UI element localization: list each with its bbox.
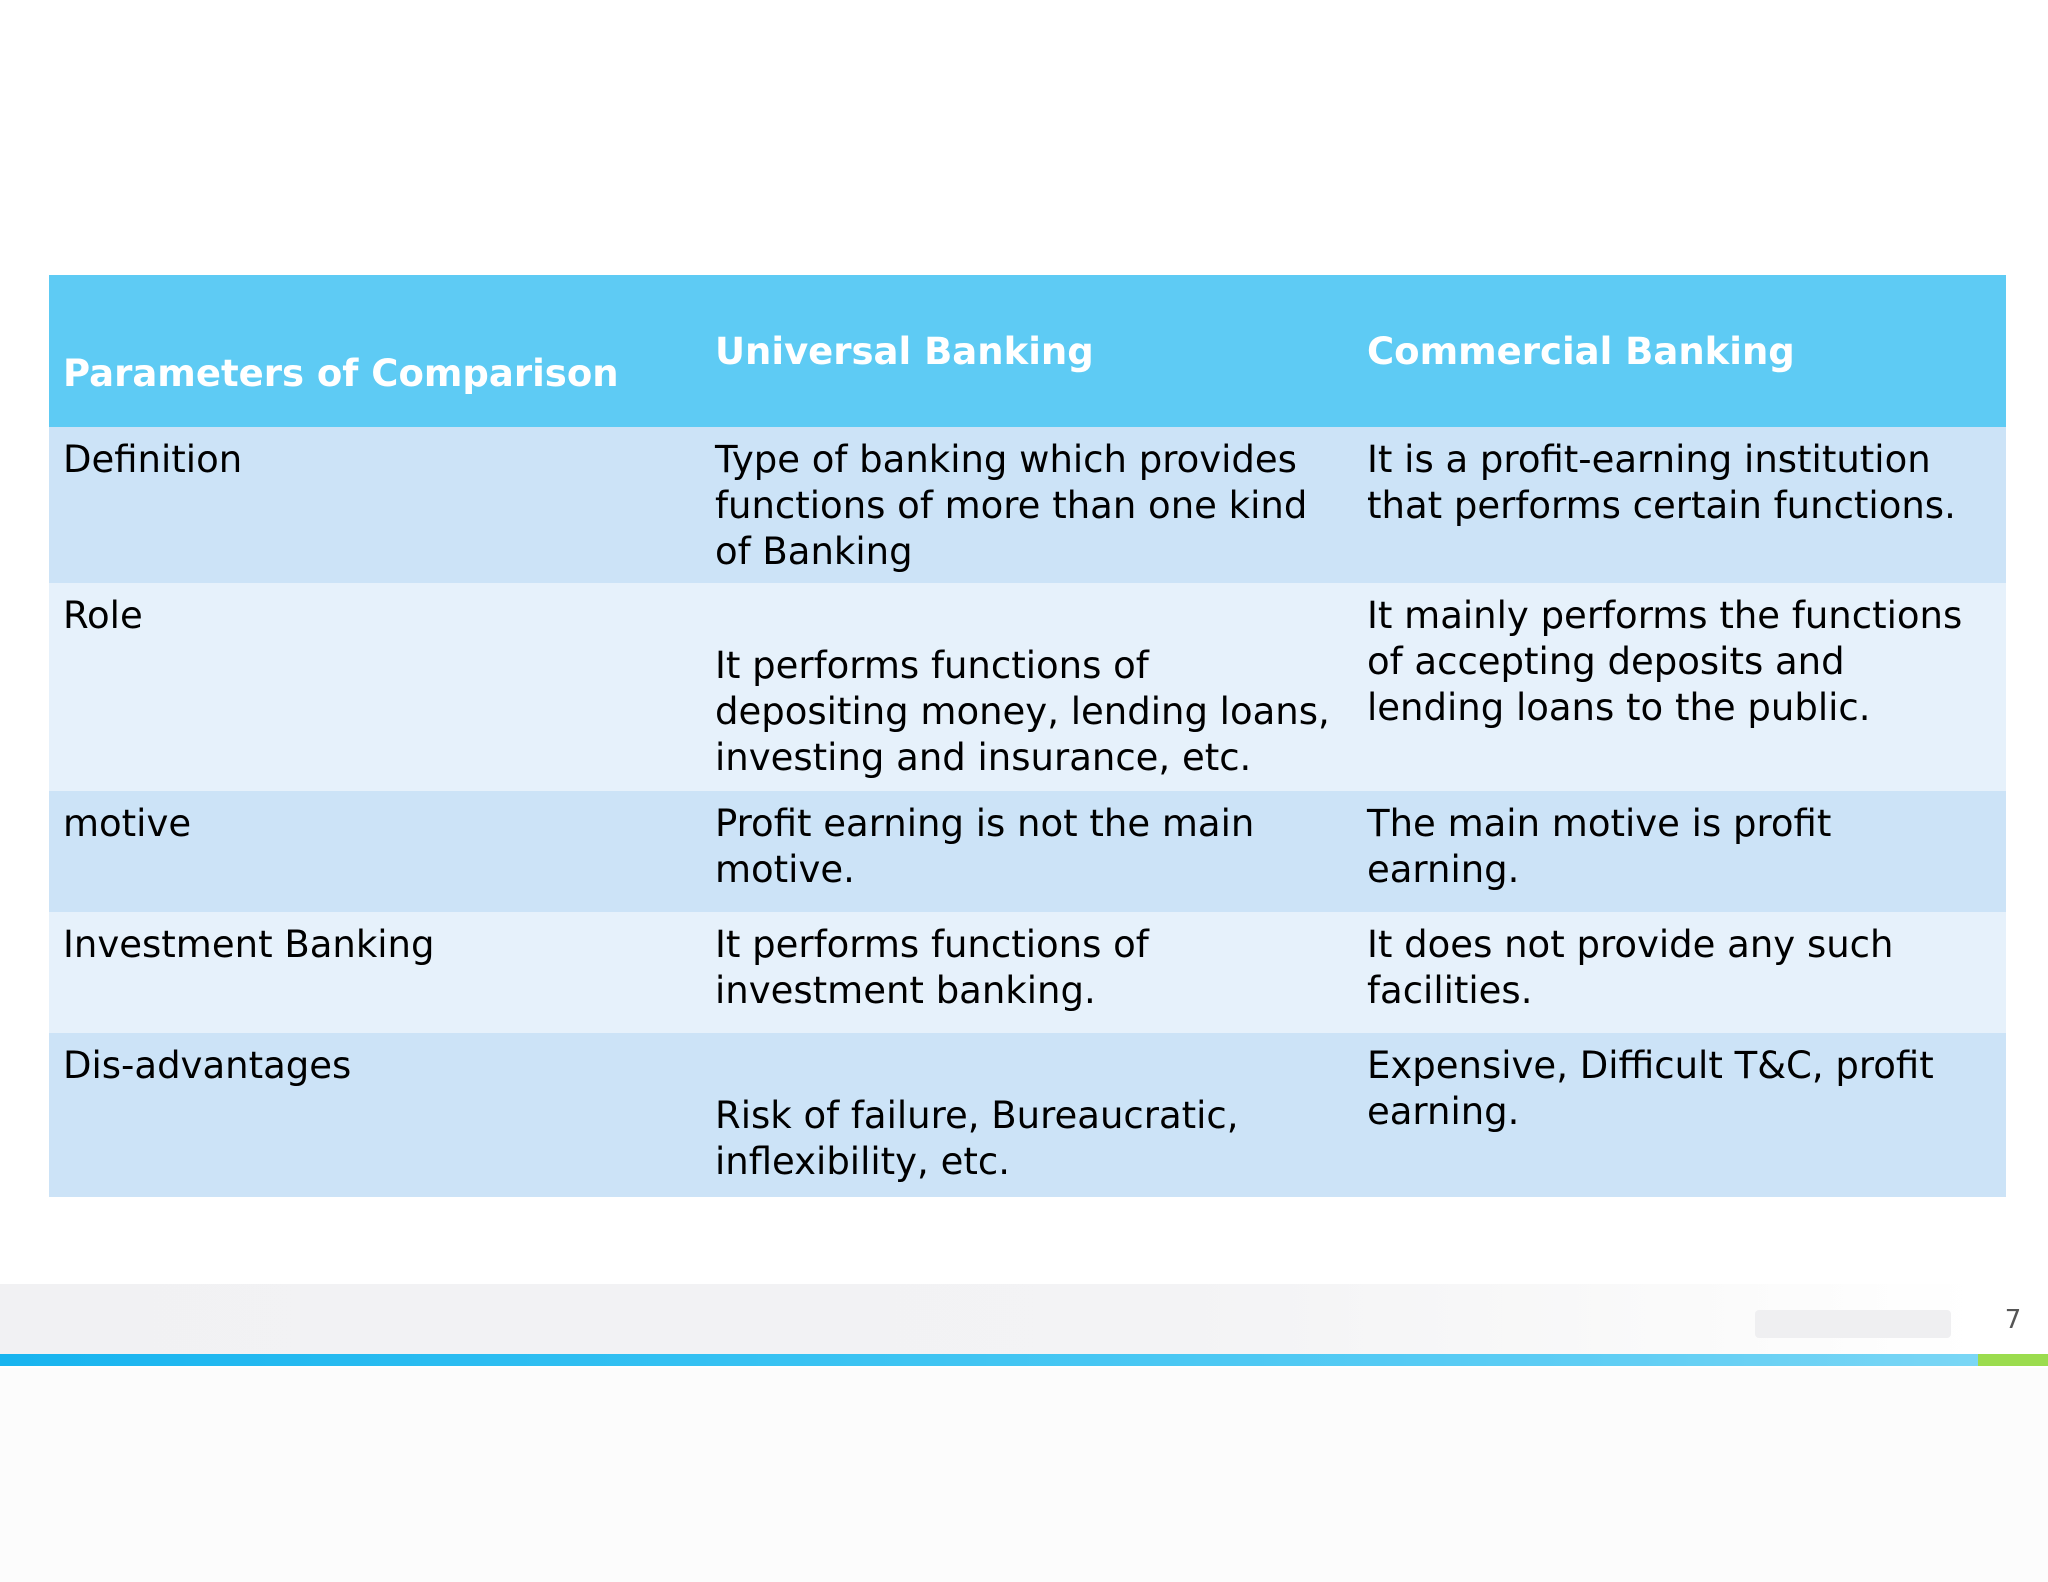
table-row <box>49 1033 2006 1197</box>
universal-cell: Type of banking which provides functions of more than one kind of Banking <box>701 427 1353 583</box>
commercial-cell: Expensive, Difficult T&C, profit earning. <box>1353 1033 2006 1197</box>
row-parameter: Dis-advantages <box>49 1033 701 1197</box>
page-number: 7 <box>2004 1305 2022 1335</box>
universal-cell: Profit earning is not the main motive. <box>701 791 1353 912</box>
header-parameters <box>49 275 701 427</box>
header-universal-label: Universal Banking <box>715 330 1094 373</box>
row-parameter: Investment Banking <box>49 912 701 1033</box>
table-row <box>49 791 2006 912</box>
universal-cell: Risk of failure, Bureaucratic, inflexibility, etc. <box>701 1033 1353 1197</box>
commercial-cell: It does not provide any such facilities. <box>1353 912 2006 1033</box>
header-universal-banking <box>701 275 1353 427</box>
footer-accent-green <box>1978 1354 2048 1366</box>
universal-cell: It performs functions of investment banking. <box>701 912 1353 1033</box>
commercial-cell: The main motive is profit earning. <box>1353 791 2006 912</box>
footer-placeholder <box>1755 1310 1951 1338</box>
footer-band <box>0 1284 1978 1354</box>
row-parameter: Role <box>49 583 701 791</box>
row-parameter: motive <box>49 791 701 912</box>
header-commercial-label: Commercial Banking <box>1367 330 1795 373</box>
commercial-cell: It is a profit-earning institution that performs certain functions. <box>1353 427 2006 583</box>
comparison-table <box>49 275 2006 1197</box>
header-commercial-banking <box>1353 275 2006 427</box>
table-row <box>49 912 2006 1033</box>
table-row <box>49 583 2006 791</box>
slide-lower-area <box>0 1368 2048 1582</box>
header-parameters-label: Parameters of Comparison <box>63 352 619 395</box>
footer-accent-bar <box>0 1354 1978 1366</box>
table-header-row <box>49 275 2006 427</box>
row-parameter: Definition <box>49 427 701 583</box>
table-row <box>49 427 2006 583</box>
commercial-cell: It mainly performs the functions of accepting deposits and lending loans to the public. <box>1353 583 2006 791</box>
universal-cell: It performs functions of depositing money, lending loans, investing and insurance, etc. <box>701 583 1353 791</box>
